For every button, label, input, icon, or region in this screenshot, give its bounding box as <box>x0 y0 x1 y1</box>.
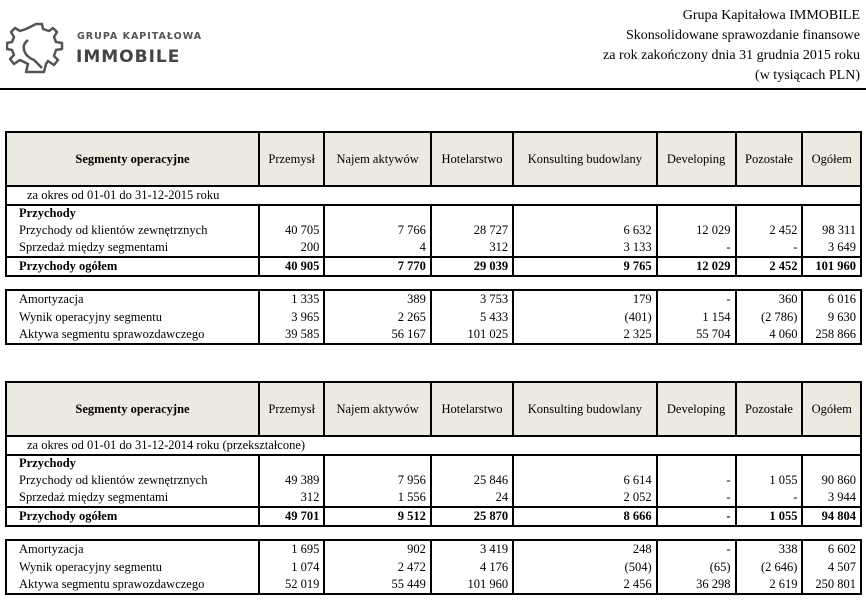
row-label: Aktywa segmentu sprawozdawczego <box>6 576 259 594</box>
column-header: Ogółem <box>802 132 861 186</box>
cell-value: 4 507 <box>802 558 861 576</box>
cell-value: 2 052 <box>513 489 657 507</box>
cell-value: 12 029 <box>657 257 736 276</box>
cell-value: 36 298 <box>657 576 736 594</box>
cell-value: 29 039 <box>431 257 513 276</box>
row-label: Sprzedaż między segmentami <box>6 239 259 257</box>
cell-value: 24 <box>431 489 513 507</box>
cell-value: 101 025 <box>431 326 513 344</box>
row-label: Przychody ogółem <box>6 257 259 276</box>
cell-value: 6 614 <box>513 471 657 489</box>
table-row <box>6 239 861 257</box>
column-header: Najem aktywów <box>324 132 431 186</box>
cell-value: 98 311 <box>802 221 861 239</box>
logo-line2: IMMOBILE <box>76 47 181 67</box>
cell-value: 7 766 <box>324 221 431 239</box>
column-header: Developing <box>657 382 736 436</box>
cell-value: 2 472 <box>324 558 431 576</box>
cell-value: 9 630 <box>802 308 861 326</box>
cell-value: 101 960 <box>431 576 513 594</box>
spacer-row <box>6 276 861 290</box>
table-row <box>6 308 861 326</box>
cell-value: (65) <box>657 558 736 576</box>
cell-value: 3 419 <box>431 540 513 558</box>
cell-value: 4 176 <box>431 558 513 576</box>
cell-value: 1 055 <box>736 471 803 489</box>
cell-value: 1 154 <box>657 308 736 326</box>
cell-value: - <box>657 239 736 257</box>
cell-value: 4 060 <box>736 326 803 344</box>
cell-value: 3 753 <box>431 290 513 308</box>
column-header: Pozostałe <box>736 132 803 186</box>
cell-value: 9 765 <box>513 257 657 276</box>
cell-value: 250 801 <box>802 576 861 594</box>
cell-value: (401) <box>513 308 657 326</box>
cell-value: - <box>657 507 736 526</box>
cell-value: 902 <box>324 540 431 558</box>
cell-value: - <box>657 540 736 558</box>
cell-value: 7 956 <box>324 471 431 489</box>
cell-value: 360 <box>736 290 803 308</box>
table-row <box>6 507 861 526</box>
cell-value: 1 335 <box>259 290 324 308</box>
cell-value: 312 <box>259 489 324 507</box>
column-header: Pozostałe <box>736 382 803 436</box>
cell-value: - <box>736 239 803 257</box>
cell-value: 7 770 <box>324 257 431 276</box>
cell-value: 1 695 <box>259 540 324 558</box>
column-header: Konsulting budowlany <box>513 132 657 186</box>
cell-value: 6 632 <box>513 221 657 239</box>
logo-line1: GRUPA KAPITAŁOWA <box>77 31 203 42</box>
row-label: Przychody od klientów zewnętrznych <box>6 221 259 239</box>
cell-value: 49 389 <box>259 471 324 489</box>
cell-value: 52 019 <box>259 576 324 594</box>
table-row <box>6 489 861 507</box>
section-row <box>6 205 861 221</box>
cell-value: 56 167 <box>324 326 431 344</box>
header-rule <box>0 88 866 90</box>
table-row <box>6 576 861 594</box>
cell-value: 1 556 <box>324 489 431 507</box>
cell-value: 3 649 <box>802 239 861 257</box>
company-logo <box>6 20 203 76</box>
cell-value: 90 860 <box>802 471 861 489</box>
segment-table-2 <box>5 381 862 595</box>
cell-value: 389 <box>324 290 431 308</box>
column-header: Segmenty operacyjne <box>6 382 259 436</box>
cell-value: (2 786) <box>736 308 803 326</box>
table-row <box>6 540 861 558</box>
column-header: Developing <box>657 132 736 186</box>
header-company: Grupa Kapitałowa IMMOBILE <box>682 8 860 23</box>
cell-value: 200 <box>259 239 324 257</box>
cell-value: 39 585 <box>259 326 324 344</box>
row-label: Wynik operacyjny segmentu <box>6 558 259 576</box>
cell-value: 6 016 <box>802 290 861 308</box>
row-label: Amortyzacja <box>6 290 259 308</box>
cell-value: - <box>657 489 736 507</box>
column-header: Przemysł <box>259 382 324 436</box>
table-row <box>6 326 861 344</box>
row-label: Sprzedaż między segmentami <box>6 489 259 507</box>
cell-value: 3 133 <box>513 239 657 257</box>
cell-value: 312 <box>431 239 513 257</box>
period-label: za okres od 01-01 do 31-12-2014 roku (przekształcone) <box>6 436 861 455</box>
row-label: Amortyzacja <box>6 540 259 558</box>
cell-value: 1 055 <box>736 507 803 526</box>
cell-value: 5 433 <box>431 308 513 326</box>
cell-value: 101 960 <box>802 257 861 276</box>
horse-gear-logo-icon <box>6 20 66 76</box>
column-header: Hotelarstwo <box>431 132 513 186</box>
header-period: za rok zakończony dnia 31 grudnia 2015 roku <box>603 48 860 63</box>
cell-value: 3 965 <box>259 308 324 326</box>
table-header-row <box>6 132 861 186</box>
row-label: Wynik operacyjny segmentu <box>6 308 259 326</box>
cell-value: 8 666 <box>513 507 657 526</box>
cell-value: 258 866 <box>802 326 861 344</box>
table-row <box>6 558 861 576</box>
cell-value: 55 449 <box>324 576 431 594</box>
column-header: Najem aktywów <box>324 382 431 436</box>
cell-value: 55 704 <box>657 326 736 344</box>
table-row <box>6 257 861 276</box>
row-label: Aktywa segmentu sprawozdawczego <box>6 326 259 344</box>
cell-value: 179 <box>513 290 657 308</box>
cell-value: 2 456 <box>513 576 657 594</box>
cell-value: 25 846 <box>431 471 513 489</box>
section-label: Przychody <box>6 205 259 221</box>
row-label: Przychody od klientów zewnętrznych <box>6 471 259 489</box>
cell-value: (504) <box>513 558 657 576</box>
document-header <box>603 6 860 86</box>
cell-value: 2 325 <box>513 326 657 344</box>
cell-value: 2 452 <box>736 221 803 239</box>
section-label: Przychody <box>6 455 259 471</box>
column-header: Przemysł <box>259 132 324 186</box>
table-row <box>6 290 861 308</box>
cell-value: 1 074 <box>259 558 324 576</box>
cell-value: - <box>657 471 736 489</box>
cell-value: - <box>736 489 803 507</box>
cell-value: 40 905 <box>259 257 324 276</box>
header-title: Skonsolidowane sprawozdanie finansowe <box>625 28 860 43</box>
cell-value: 2 452 <box>736 257 803 276</box>
cell-value: 4 <box>324 239 431 257</box>
segment-table-1 <box>5 131 862 345</box>
column-header: Konsulting budowlany <box>513 382 657 436</box>
cell-value: - <box>657 290 736 308</box>
cell-value: 12 029 <box>657 221 736 239</box>
header-units: (w tysiącach PLN) <box>755 68 860 83</box>
column-header: Segmenty operacyjne <box>6 132 259 186</box>
cell-value: 2 265 <box>324 308 431 326</box>
cell-value: 94 804 <box>802 507 861 526</box>
table-row <box>6 471 861 489</box>
cell-value: 25 870 <box>431 507 513 526</box>
spacer-row <box>6 526 861 540</box>
table-row <box>6 221 861 239</box>
period-row <box>6 436 861 455</box>
period-label: za okres od 01-01 do 31-12-2015 roku <box>6 186 861 205</box>
cell-value: 6 602 <box>802 540 861 558</box>
section-row <box>6 455 861 471</box>
cell-value: 40 705 <box>259 221 324 239</box>
table-header-row <box>6 382 861 436</box>
cell-value: 49 701 <box>259 507 324 526</box>
cell-value: (2 646) <box>736 558 803 576</box>
row-label: Przychody ogółem <box>6 507 259 526</box>
cell-value: 9 512 <box>324 507 431 526</box>
cell-value: 2 619 <box>736 576 803 594</box>
cell-value: 28 727 <box>431 221 513 239</box>
cell-value: 338 <box>736 540 803 558</box>
cell-value: 248 <box>513 540 657 558</box>
period-row <box>6 186 861 205</box>
column-header: Ogółem <box>802 382 861 436</box>
cell-value: 3 944 <box>802 489 861 507</box>
column-header: Hotelarstwo <box>431 382 513 436</box>
